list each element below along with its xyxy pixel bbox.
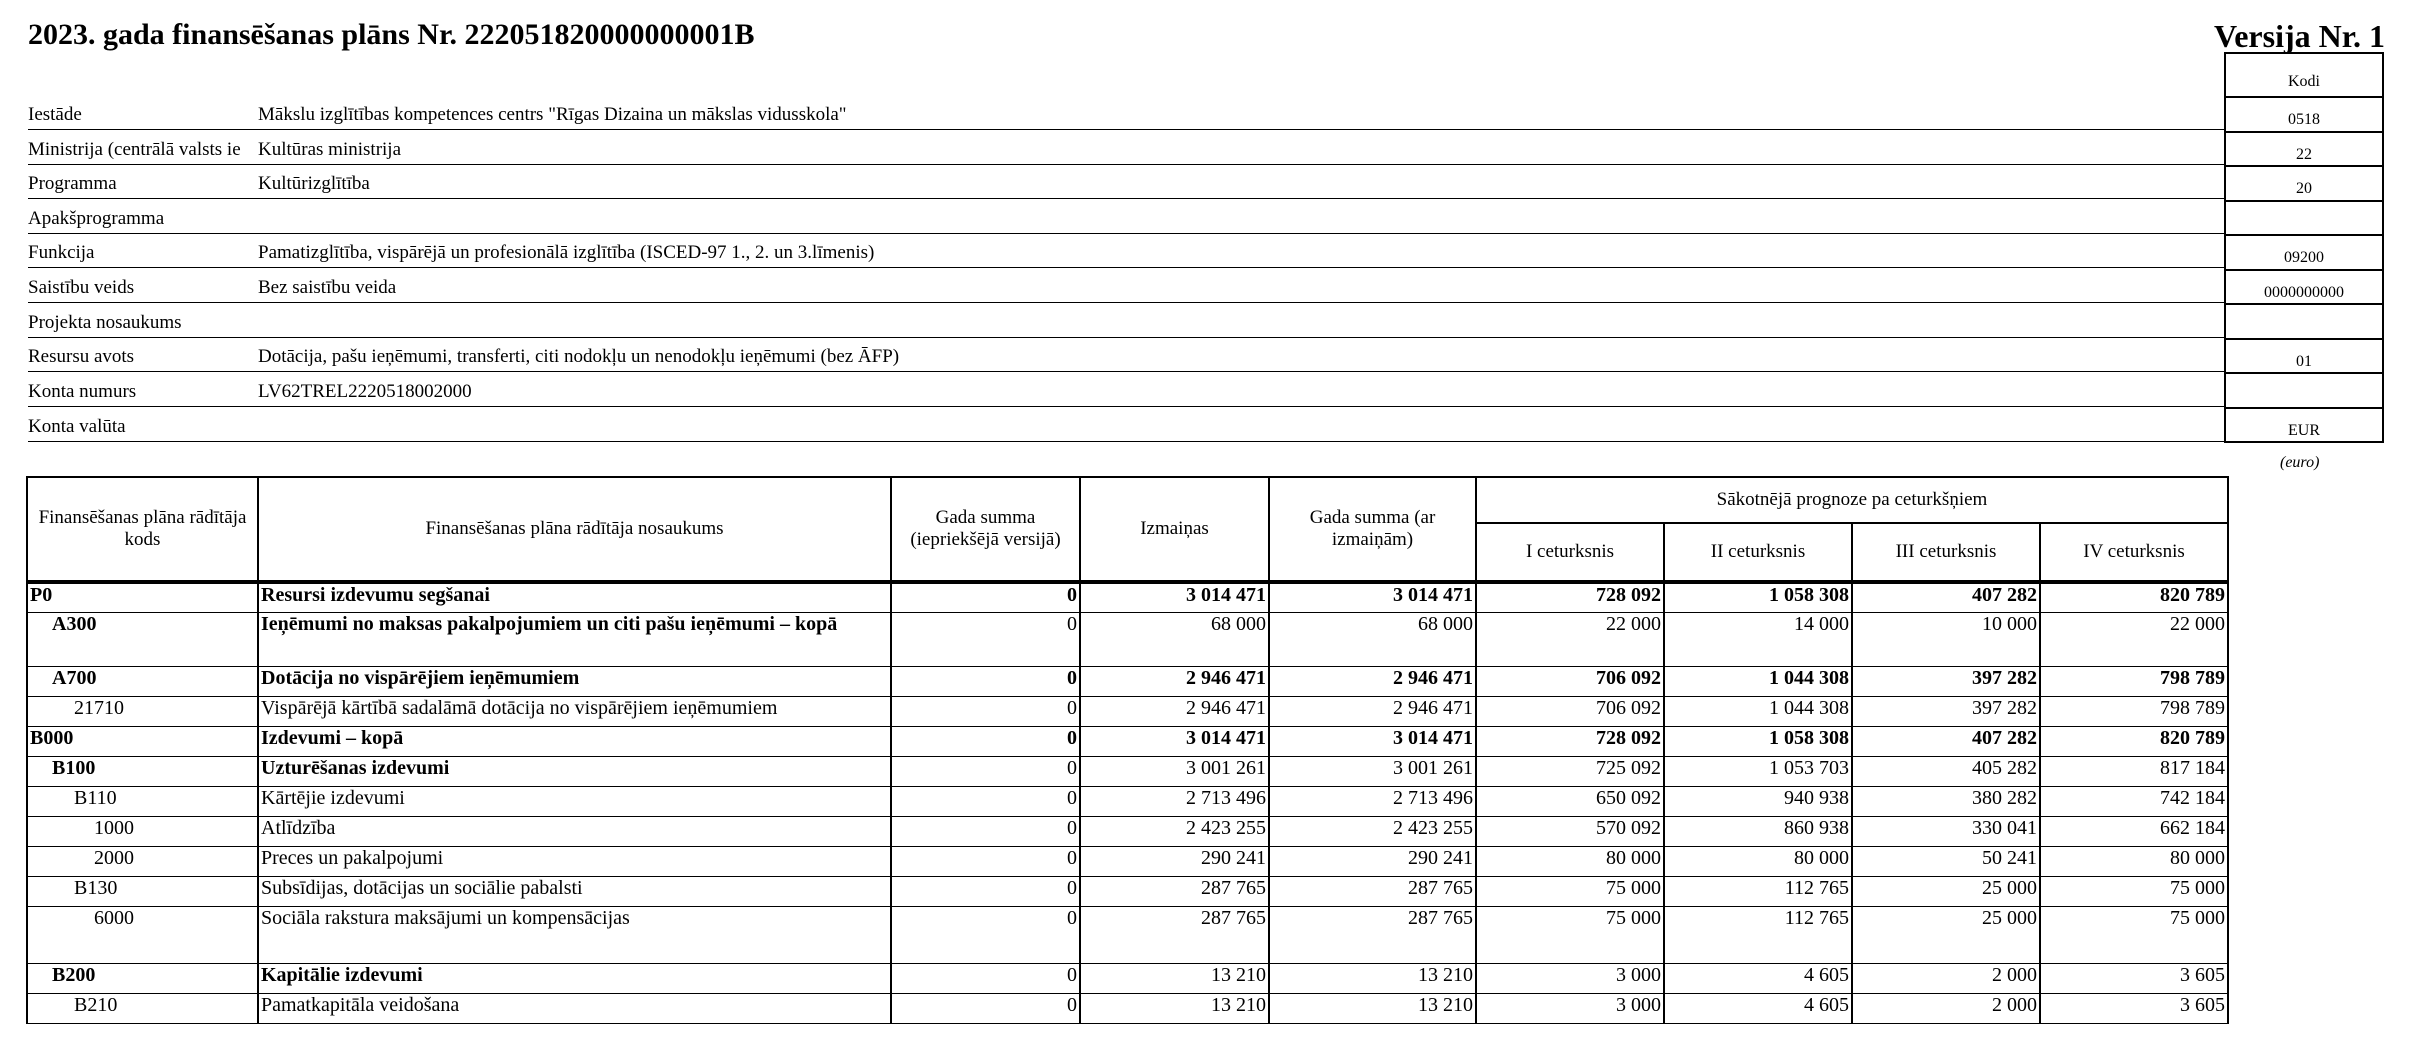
row-q1-value: 3 000: [1476, 993, 1664, 1023]
row-code: A300: [27, 612, 258, 666]
info-row-subprogramme: [28, 200, 2224, 234]
row-change-value: 13 210: [1080, 963, 1269, 993]
row-total-value: 3 001 261: [1269, 756, 1476, 786]
row-q2-value: 1 044 308: [1664, 696, 1852, 726]
info-label: Iestāde: [28, 104, 82, 125]
row-q1-value: 75 000: [1476, 876, 1664, 906]
header-total-sum: Gada summa (ar izmaiņām): [1269, 477, 1476, 582]
code-cell: 20: [2226, 167, 2382, 202]
info-value: Pamatizglītība, vispārējā un profesionālā izglītība (ISCED-97 1., 2. un 3.līmenis): [258, 242, 875, 263]
row-q2-value: 4 605: [1664, 993, 1852, 1023]
row-total-value: 13 210: [1269, 963, 1476, 993]
code-cell: 09200: [2226, 236, 2382, 271]
row-q2-value: 112 765: [1664, 906, 1852, 963]
row-q3-value: 25 000: [1852, 876, 2040, 906]
row-change-value: 13 210: [1080, 993, 1269, 1023]
info-label: Resursu avots: [28, 346, 135, 367]
row-change-value: 3 001 261: [1080, 756, 1269, 786]
row-total-value: 13 210: [1269, 993, 1476, 1023]
row-q4-value: 662 184: [2040, 816, 2228, 846]
row-q2-value: 1 053 703: [1664, 756, 1852, 786]
row-name: Kārtējie izdevumi: [258, 786, 891, 816]
info-label: Konta valūta: [28, 416, 126, 437]
row-prev-value: 0: [891, 963, 1080, 993]
code-cell: 01: [2226, 340, 2382, 375]
row-change-value: 3 014 471: [1080, 726, 1269, 756]
row-q2-value: 1 044 308: [1664, 666, 1852, 696]
row-q4-value: 22 000: [2040, 612, 2228, 666]
finance-plan-table: [26, 476, 2229, 1024]
row-q3-value: 380 282: [1852, 786, 2040, 816]
row-prev-value: 0: [891, 846, 1080, 876]
table-row: [27, 696, 2228, 726]
row-code: 6000: [27, 906, 258, 963]
row-name: Subsīdijas, dotācijas un sociālie pabalsti: [258, 876, 891, 906]
info-row-institution: [28, 96, 2224, 130]
table-row: [27, 993, 2228, 1023]
table-row: [27, 816, 2228, 846]
row-name: Dotācija no vispārējiem ieņēmumiem: [258, 666, 891, 696]
row-q2-value: 860 938: [1664, 816, 1852, 846]
row-q1-value: 728 092: [1476, 726, 1664, 756]
row-q1-value: 80 000: [1476, 846, 1664, 876]
header-change: Izmaiņas: [1080, 477, 1269, 582]
row-total-value: 3 014 471: [1269, 582, 1476, 612]
row-change-value: 2 946 471: [1080, 666, 1269, 696]
table-body: [27, 582, 2228, 1023]
row-name: Atlīdzība: [258, 816, 891, 846]
table-row: [27, 582, 2228, 612]
table-row: [27, 876, 2228, 906]
row-q1-value: 650 092: [1476, 786, 1664, 816]
info-row-account-number: [28, 373, 2224, 407]
row-change-value: 3 014 471: [1080, 582, 1269, 612]
row-q4-value: 80 000: [2040, 846, 2228, 876]
row-prev-value: 0: [891, 612, 1080, 666]
row-q2-value: 940 938: [1664, 786, 1852, 816]
row-q2-value: 80 000: [1664, 846, 1852, 876]
row-prev-value: 0: [891, 726, 1080, 756]
info-label: Apakšprogramma: [28, 208, 165, 229]
header-quarters-group: Sākotnējā prognoze pa ceturkšņiem: [1476, 477, 2228, 523]
info-label: Programma: [28, 173, 117, 194]
row-change-value: 287 765: [1080, 876, 1269, 906]
row-code: 1000: [27, 816, 258, 846]
row-total-value: 287 765: [1269, 906, 1476, 963]
row-prev-value: 0: [891, 876, 1080, 906]
row-q3-value: 25 000: [1852, 906, 2040, 963]
row-change-value: 68 000: [1080, 612, 1269, 666]
row-q1-value: 75 000: [1476, 906, 1664, 963]
row-change-value: 2 423 255: [1080, 816, 1269, 846]
row-name: Pamatkapitāla veidošana: [258, 993, 891, 1023]
row-name: Preces un pakalpojumi: [258, 846, 891, 876]
row-q1-value: 728 092: [1476, 582, 1664, 612]
info-row-function: [28, 234, 2224, 268]
row-q2-value: 1 058 308: [1664, 582, 1852, 612]
code-cell: EUR: [2226, 409, 2382, 444]
row-total-value: 68 000: [1269, 612, 1476, 666]
table-header: [27, 477, 2228, 582]
table-row: [27, 726, 2228, 756]
row-q2-value: 1 058 308: [1664, 726, 1852, 756]
info-label: Funkcija: [28, 242, 95, 263]
header-prev-sum: Gada summa (iepriekšējā versijā): [891, 477, 1080, 582]
row-code: B210: [27, 993, 258, 1023]
info-row-account-currency: [28, 408, 2224, 442]
info-value: Kultūrizglītība: [258, 173, 370, 194]
info-label: Konta numurs: [28, 381, 137, 402]
row-q1-value: 725 092: [1476, 756, 1664, 786]
row-name: Resursi izdevumu segšanai: [258, 582, 891, 612]
row-q4-value: 798 789: [2040, 666, 2228, 696]
row-q3-value: 407 282: [1852, 582, 2040, 612]
row-q3-value: 330 041: [1852, 816, 2040, 846]
row-code: B110: [27, 786, 258, 816]
info-row-resource-source: [28, 338, 2224, 372]
row-total-value: 290 241: [1269, 846, 1476, 876]
row-prev-value: 0: [891, 786, 1080, 816]
info-value: LV62TREL2220518002000: [258, 381, 472, 402]
info-row-ministry: [28, 131, 2224, 165]
row-code: 21710: [27, 696, 258, 726]
info-value: Bez saistību veida: [258, 277, 397, 298]
header-q4: IV ceturksnis: [2040, 523, 2228, 582]
row-q4-value: 820 789: [2040, 726, 2228, 756]
row-name: Kapitālie izdevumi: [258, 963, 891, 993]
version-label: Versija Nr. 1: [2214, 18, 2385, 54]
info-value: Mākslu izglītības kompetences centrs "Rīgas Dizaina un mākslas vidusskola": [258, 104, 847, 125]
row-q3-value: 397 282: [1852, 666, 2040, 696]
info-label: Projekta nosaukums: [28, 312, 182, 333]
info-row-project-name: [28, 304, 2224, 338]
code-cell: 0000000000: [2226, 271, 2382, 306]
row-prev-value: 0: [891, 906, 1080, 963]
row-q4-value: 75 000: [2040, 876, 2228, 906]
row-q2-value: 14 000: [1664, 612, 1852, 666]
row-prev-value: 0: [891, 582, 1080, 612]
table-row: [27, 846, 2228, 876]
row-q1-value: 22 000: [1476, 612, 1664, 666]
row-code: B000: [27, 726, 258, 756]
row-prev-value: 0: [891, 756, 1080, 786]
row-q3-value: 2 000: [1852, 993, 2040, 1023]
row-q2-value: 4 605: [1664, 963, 1852, 993]
row-q4-value: 820 789: [2040, 582, 2228, 612]
row-prev-value: 0: [891, 696, 1080, 726]
row-q4-value: 3 605: [2040, 963, 2228, 993]
row-name: Sociāla rakstura maksājumi un kompensācijas: [258, 906, 891, 963]
row-q4-value: 817 184: [2040, 756, 2228, 786]
row-q4-value: 742 184: [2040, 786, 2228, 816]
header-q1: I ceturksnis: [1476, 523, 1664, 582]
row-name: Vispārējā kārtībā sadalāmā dotācija no vispārējiem ieņēmumiem: [258, 696, 891, 726]
row-q2-value: 112 765: [1664, 876, 1852, 906]
document-title: 2023. gada finansēšanas plāns Nr. 222051820000000001B: [28, 18, 755, 51]
code-cell: [2226, 374, 2382, 409]
row-total-value: 2 946 471: [1269, 696, 1476, 726]
row-q3-value: 50 241: [1852, 846, 2040, 876]
row-change-value: 2 946 471: [1080, 696, 1269, 726]
table-row: [27, 786, 2228, 816]
row-code: 2000: [27, 846, 258, 876]
row-name: Izdevumi – kopā: [258, 726, 891, 756]
row-total-value: 2 423 255: [1269, 816, 1476, 846]
row-code: B100: [27, 756, 258, 786]
row-q3-value: 10 000: [1852, 612, 2040, 666]
row-prev-value: 0: [891, 666, 1080, 696]
table-row: [27, 963, 2228, 993]
info-label: Ministrija (centrālā valsts ie: [28, 139, 241, 160]
row-q4-value: 798 789: [2040, 696, 2228, 726]
row-q4-value: 3 605: [2040, 993, 2228, 1023]
row-q1-value: 706 092: [1476, 696, 1664, 726]
header-code: Finansēšanas plāna rādītāja kods: [27, 477, 258, 582]
header-q2: II ceturksnis: [1664, 523, 1852, 582]
row-code: A700: [27, 666, 258, 696]
row-total-value: 2 713 496: [1269, 786, 1476, 816]
codes-column: [2224, 52, 2384, 443]
row-q1-value: 3 000: [1476, 963, 1664, 993]
code-cell: 22: [2226, 133, 2382, 168]
row-change-value: 290 241: [1080, 846, 1269, 876]
code-cell: 0518: [2226, 98, 2382, 133]
row-prev-value: 0: [891, 816, 1080, 846]
row-total-value: 287 765: [1269, 876, 1476, 906]
header-name: Finansēšanas plāna rādītāja nosaukums: [258, 477, 891, 582]
code-cell: [2226, 202, 2382, 237]
table-row: [27, 612, 2228, 666]
row-q3-value: 407 282: [1852, 726, 2040, 756]
unit-note: (euro): [2280, 454, 2320, 471]
row-name: Uzturēšanas izdevumi: [258, 756, 891, 786]
table-row: [27, 756, 2228, 786]
row-change-value: 2 713 496: [1080, 786, 1269, 816]
row-q1-value: 570 092: [1476, 816, 1664, 846]
row-q3-value: 2 000: [1852, 963, 2040, 993]
row-total-value: 3 014 471: [1269, 726, 1476, 756]
table-row: [27, 666, 2228, 696]
info-row-programme: [28, 165, 2224, 199]
table-row: [27, 906, 2228, 963]
row-prev-value: 0: [891, 993, 1080, 1023]
codes-header: Kodi: [2226, 54, 2382, 98]
row-q1-value: 706 092: [1476, 666, 1664, 696]
row-code: B130: [27, 876, 258, 906]
row-code: P0: [27, 582, 258, 612]
row-name: Ieņēmumi no maksas pakalpojumiem un citi pašu ieņēmumi – kopā: [258, 612, 891, 666]
info-row-commitment-type: [28, 269, 2224, 303]
row-q4-value: 75 000: [2040, 906, 2228, 963]
row-change-value: 287 765: [1080, 906, 1269, 963]
code-cell: [2226, 305, 2382, 340]
info-value: Dotācija, pašu ieņēmumi, transferti, citi nodokļu un nenodokļu ieņēmumi (bez ĀFP): [258, 346, 900, 367]
info-value: Kultūras ministrija: [258, 139, 402, 160]
row-q3-value: 405 282: [1852, 756, 2040, 786]
info-label: Saistību veids: [28, 277, 135, 298]
row-q3-value: 397 282: [1852, 696, 2040, 726]
row-code: B200: [27, 963, 258, 993]
header-q3: III ceturksnis: [1852, 523, 2040, 582]
row-total-value: 2 946 471: [1269, 666, 1476, 696]
